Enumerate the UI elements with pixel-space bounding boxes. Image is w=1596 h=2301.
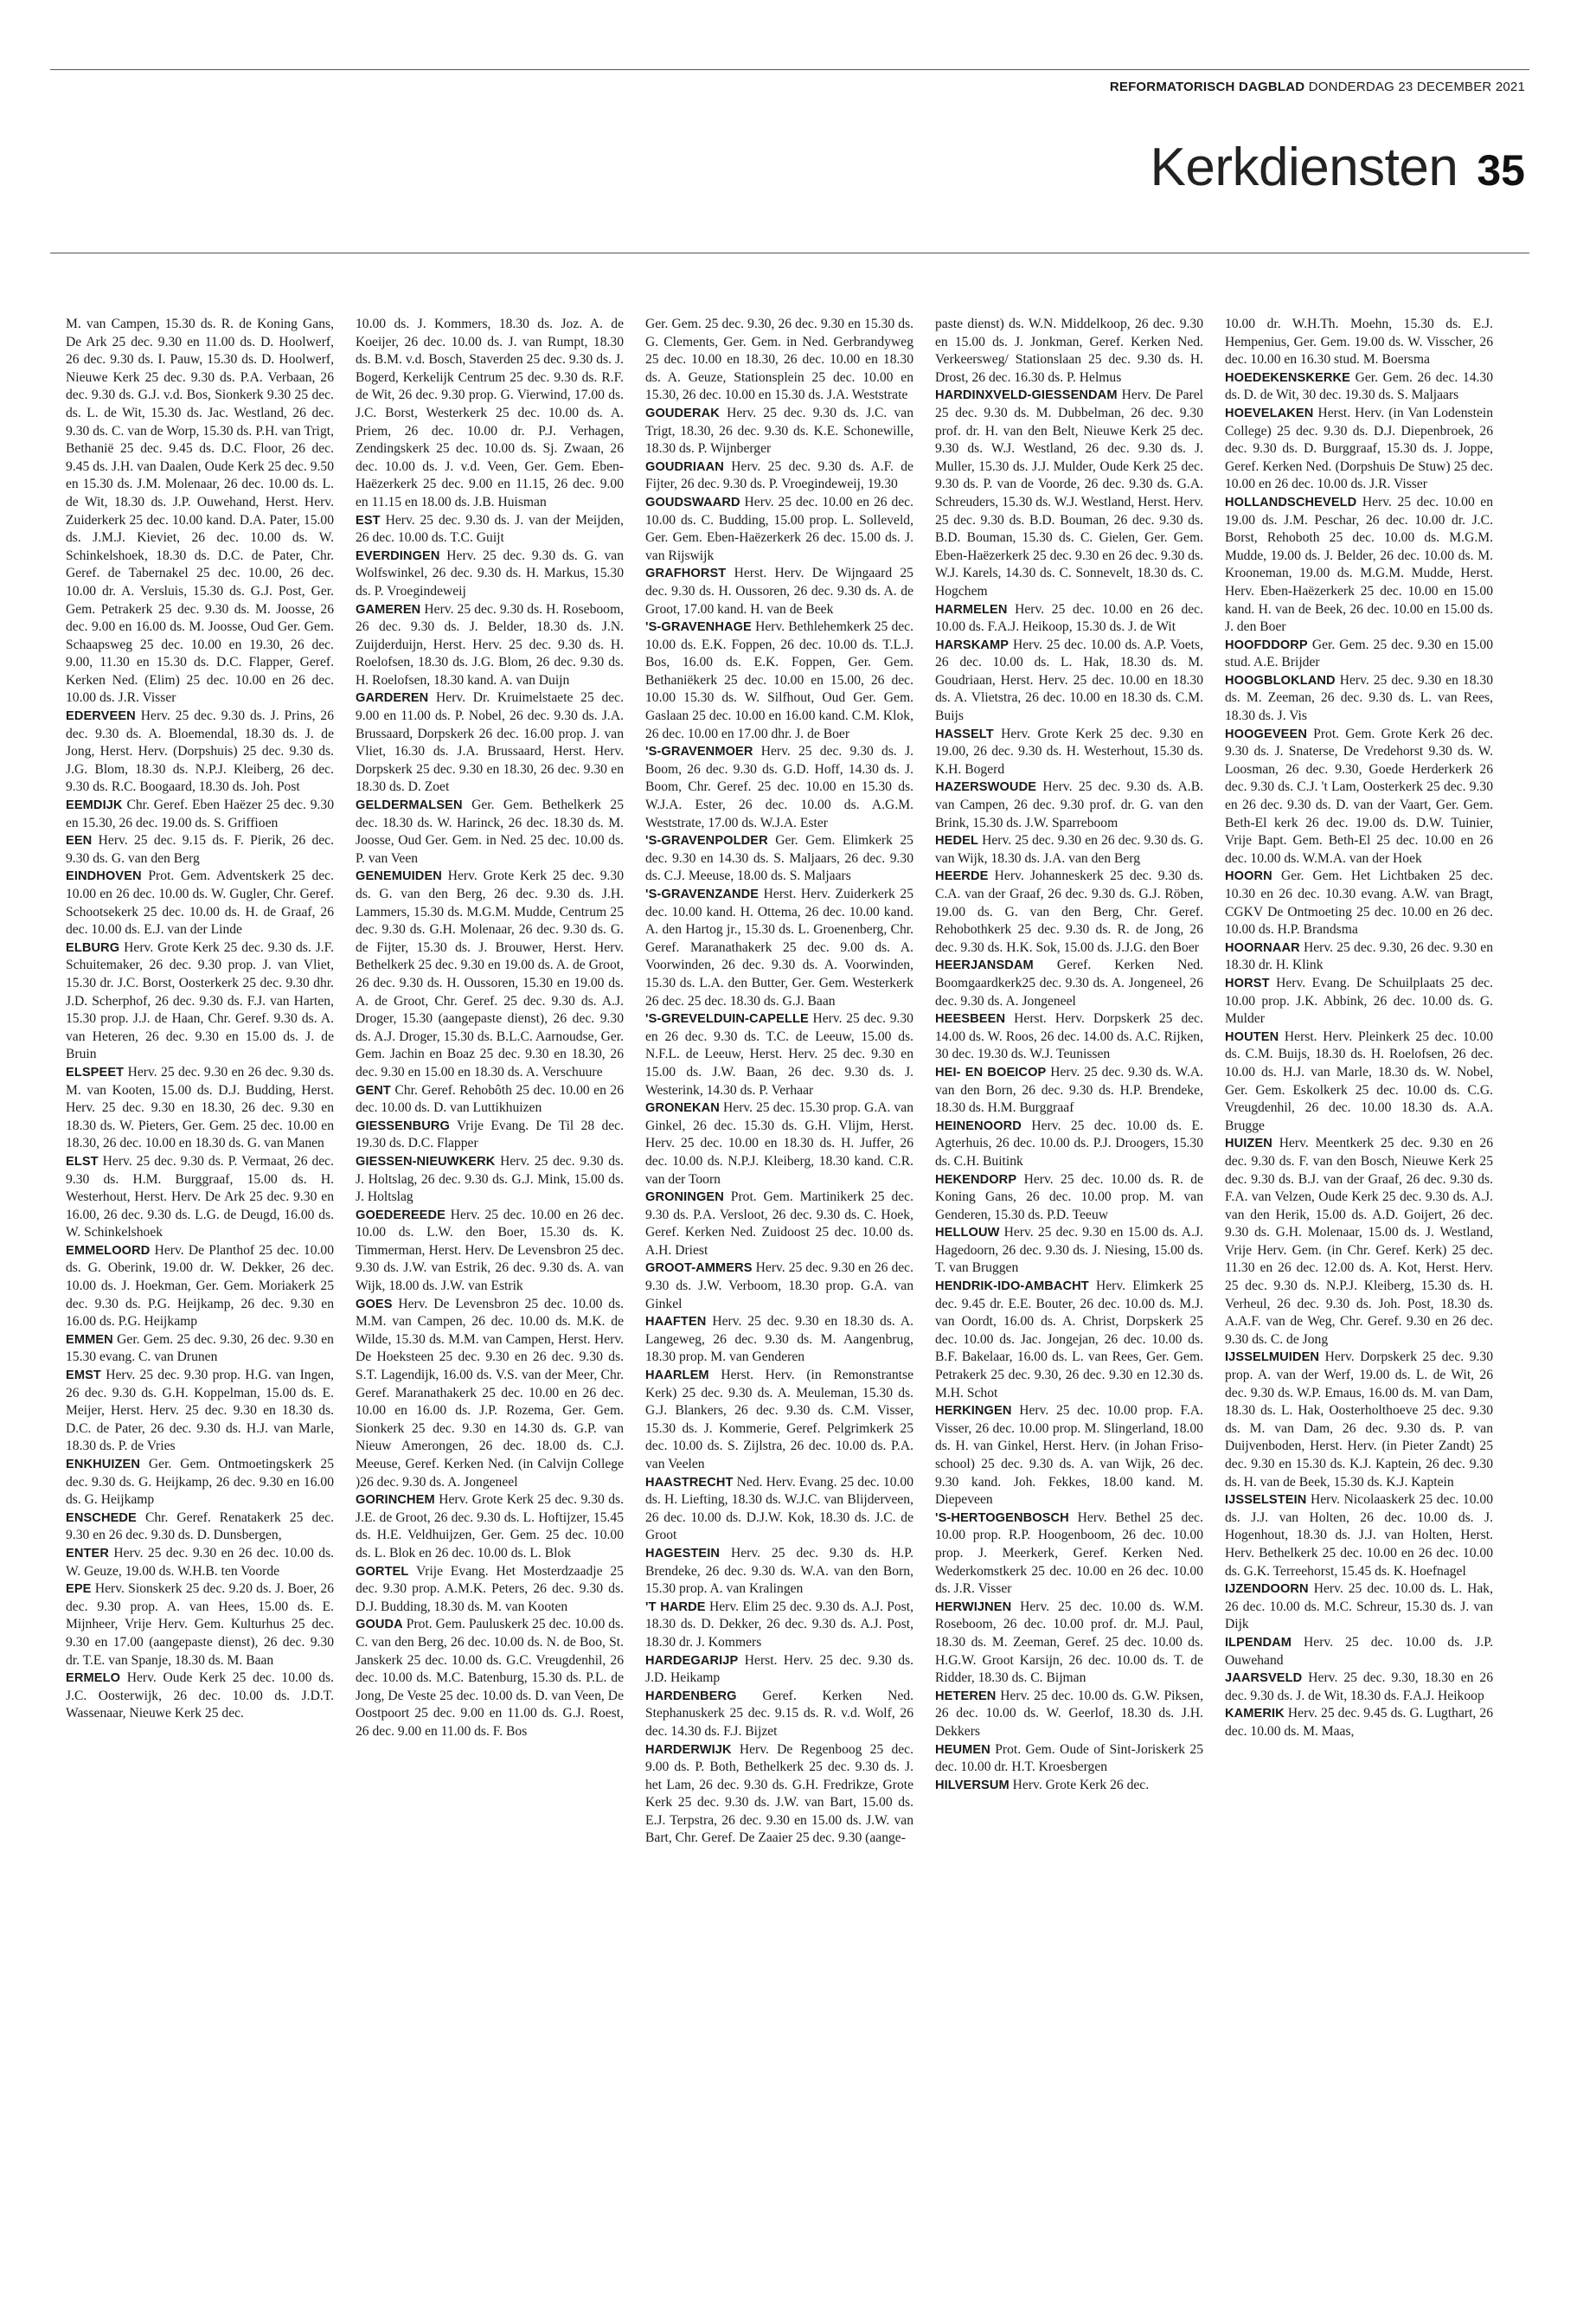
place-name: EEN [66,834,93,849]
church-listing-entry [356,512,624,548]
church-listing-entry [1225,316,1493,369]
service-details: Herv. Bethel 25 dec. 10.00 prop. R.P. Hoogenboom, 26 dec. 10.00 prop. J. Meerkerk, Geref. Kerken Ned. Wederkomstkerk 25 dec. 10.00 en 26 dec. 10.00 ds. J.R. Visser [935,1509,1203,1597]
top-rule [50,69,1529,70]
place-name: EEMDIJK [66,798,123,813]
place-name: HOOFDDORP [1225,638,1308,652]
place-name: 'S-GRAVENHAGE [645,620,752,635]
place-name: 'S-GREVELDUIN-CAPELLE [645,1012,809,1027]
place-name: EMMEN [66,1332,113,1347]
place-name: GOES [356,1297,393,1311]
service-details: Herv. 25 dec. 9.30 en 18.30 ds. A. Langeweg, 26 dec. 9.30 ds. M. Aangenbrug, 18.30 prop. M. van Genderen [645,1314,913,1365]
service-details: Herv. 25 dec. 10.00 ds. A.P. Voets, 26 dec. 10.00 ds. L. Hak, 18.30 ds. M. Goudriaan, Herst. Herv. 25 dec. 10.00 en 18.30 ds. A. Vlietstra, 26 dec. 10.00 en 18.30 ds. C.M. Buijs [935,637,1203,724]
place-name: HEKENDORP [935,1172,1017,1187]
place-name: HOEDEKENSKERKE [1225,370,1350,385]
place-name: HAASTRECHT [645,1475,734,1490]
church-listing-entry [645,1652,913,1688]
church-listing-entry [356,689,624,797]
service-details: Herv. Sionskerk 25 dec. 9.20 ds. J. Boer, 26 dec. 9.30 prop. A. van Hees, 15.00 ds. E. Mijnheer, Vrije Herv. Gem. Kulturhus 25 dec. 9.30 en 17.00 (aangepaste dienst), 26 dec. 9.30 dr. T.E. van Spanje, 18.30 ds. M. Baan [66,1581,334,1668]
church-listing-entry [1225,939,1493,975]
service-details: Herst. Herv. (in Van Lodenstein College) 25 dec. 9.30 ds. D.J. Diepenbroek, 26 dec. 9.30 ds. D. Burggraaf, 15.30 ds. J. Joppe, Geref. Kerken Ned. (Dorpshuis De Stuw) 25 dec. 10.00 en 26 dec. 10.00 ds. J.R. Visser [1225,405,1493,492]
service-details: Ger. Gem. 26 dec. 14.30 ds. D. de Wit, 30 dec. 19.30 ds. S. Maljaars [1225,369,1493,403]
service-details: Ger. Gem. 25 dec. 9.30, 26 dec. 9.30 en 15.30 ds. G. Clements, Ger. Gem. in Ned. Gerbrandyweg 25 dec. 10.00 en 18.30, 26 dec. 10.00 en 18.30 ds. A. Geuze, Stationsplein 25 dec. 10.00 en 15.30, 26 dec. 10.00 en 15.30 ds. J.A. Weststrate [645,317,913,403]
place-name: IJZENDOORN [1225,1582,1309,1597]
church-listing-entry [645,405,913,458]
church-listing-entry [1225,1670,1493,1705]
church-listing-entry [356,601,624,690]
service-details: Herv. Meentkerk 25 dec. 9.30 en 26 dec. 9.30 ds. F. van den Bosch, Nieuwe Kerk 25 dec. 9.30 ds. B.J. van der Graaf, 26 dec. 9.30 ds. F.A. van Velzen, Oude Kerk 25 dec. 9.30 ds. A.J. van den Herik, 15.00 ds. A.D. Goijert, 26 dec. 9.30 ds. G.H. Molenaar, 15.00 ds. J. Westland, Vrije Herv. Gem. (in Chr. Geref. Kerk) 25 dec. 11.30 en 26 dec. 12.00 ds. A. Kot, Herst. Herv. 25 dec. 9.30 ds. N.P.J. Kleiberg, 15.30 ds. H. Verheul, 26 dec. 9.30 ds. Joh. Post, 18.30 ds. A.A.F. van de Weg, Chr. Geref. 9.30 en 26 dec. 9.30 ds. C. de Jong [1225,1136,1493,1347]
issue-date: DONDERDAG 23 DECEMBER 2021 [1308,80,1525,94]
church-listing-entry [935,1064,1203,1118]
service-details: Herv. Elimkerk 25 dec. 9.45 dr. E.E. Bouter, 26 dec. 10.00 ds. M.J. van Oordt, 16.00 ds. A. Christ, Dorpskerk 25 dec. 10.00 ds. Jac. Jongejan, 26 dec. 10.00 ds. B.F. Bakelaar, 16.00 ds. L. van Rees, Ger. Gem. Petrakerk 25 dec. 9.30, 26 dec. 9.30 en 12.30 ds. M.H. Schot [935,1279,1203,1400]
service-details: Herv. 25 dec. 9.30 en 26 dec. 9.30 ds. G. van Wijk, 18.30 ds. J.A. van den Berg [935,833,1203,866]
place-name: HERWIJNEN [935,1599,1012,1614]
church-listing-entry [66,1670,334,1723]
church-listing-entry [935,1777,1203,1795]
church-listing-entry [935,637,1203,726]
place-name: HUIZEN [1225,1137,1272,1151]
service-details: Herv. 25 dec. 9.45 ds. G. Lugthart, 26 dec. 10.00 ds. M. Maas, [1225,1706,1493,1739]
church-listing-entry [1225,637,1493,672]
place-name: 'S-GRAVENPOLDER [645,834,768,849]
church-listing-entry [66,868,334,939]
church-listing-entry [645,619,913,743]
service-details: Herv. De Planthof 25 dec. 10.00 ds. G. Oberink, 19.00 dr. W. Dekker, 26 dec. 10.00 ds. J. Hoekman, Ger. Gem. Moriakerk 25 dec. 9.30 ds. P.G. Heijkamp, 26 dec. 9.30 en 16.00 ds. P.G. Heijkamp [66,1242,334,1330]
church-listing-entry [645,1545,913,1599]
place-name: GENEMUIDEN [356,869,442,884]
service-details: Herst. Herv. De Wijngaard 25 dec. 9.30 ds. H. Oussoren, 26 dec. 9.30 ds. A. de Groot, 17.00 kand. H. van de Beek [645,566,913,617]
service-details: Herv. Grote Kerk 25 dec. 9.30 en 19.00, 26 dec. 9.30 ds. H. Westerhout, 15.30 ds. K.H. Bogerd [935,726,1203,777]
service-details: Herv. Oude Kerk 25 dec. 10.00 ds. J.C. Oosterwijk, 26 dec. 10.00 ds. J.D.T. Wassenaar, Nieuwe Kerk 25 dec. [66,1670,334,1721]
service-details: Herv. De Levensbron 25 dec. 10.00 ds. M.M. van Campen, 26 dec. 10.00 ds. M.K. de Wilde, 15.30 ds. M.M. van Campen, Herst. Herv. De Hoeksteen 25 dec. 9.30 en 26 dec. 9.30 ds. S.T. Lagendijk, 16.00 ds. V.S. van der Meer, Chr. Geref. Maranathakerk 25 dec. 10.00 en 26 dec. 10.00 en 16.00 ds. J.P. Rozema, Ger. Gem. Sionkerk 25 dec. 9.30 en 14.30 ds. G.P. van Nieuw Amerongen, 26 dec. 18.00 ds. C.J. Meeuse, Geref. Kerken Ned. (in Calvijn College )26 dec. 9.30 ds. A. Jongeneel [356,1296,624,1490]
church-listing-entry [1225,1634,1493,1670]
place-name: HOUTEN [1225,1029,1279,1044]
service-details: Ger. Gem. Het Lichtbaken 25 dec. 10.30 en 26 dec. 10.30 evang. A.W. van Bragt, CGKV De Ontmoeting 25 dec. 10.00 en 26 dec. 10.00 ds. H.P. Brandsma [1225,868,1493,938]
service-details: Herv. 25 dec. 9.30 ds. J. Holtslag, 26 dec. 9.30 ds. G.J. Mink, 15.00 ds. J. Holtslag [356,1153,624,1205]
place-name: HELLOUW [935,1226,1000,1240]
church-listing-entry [645,1741,913,1849]
service-details: Ger. Gem. Bethelkerk 25 dec. 18.30 ds. W. Harinck, 26 dec. 18.30 ds. M. Joosse, Oud Ger. Gem. in Ned. 25 dec. 10.00 ds. P. van Veen [356,798,624,866]
service-details: Herst. Herv. 25 dec. 9.30 ds. J.D. Heikamp [645,1652,913,1686]
place-name: EMST [66,1368,101,1383]
service-details: Herv. 25 dec. 9.30 ds. H.P. Brendeke, 26 dec. 9.30 ds. W.A. van den Born, 15.30 prop. A. van Kralingen [645,1545,913,1597]
place-name: GOUDERAK [645,406,720,420]
church-listing-entry [66,316,334,708]
service-details: Herv. Dorpskerk 25 dec. 9.30 prop. A. van der Werf, 19.00 ds. L. de Wit, 26 dec. 9.30 ds. W.P. Emaus, 16.00 ds. M. van Dam, 18.30 ds. L. Hak, Oosterholthoeve 25 dec. 9.30 ds. M. van Dam, 26 dec. 9.30 ds. P. van Duijvenboden, Herst. Herv. (in Pieter Zandt) 25 dec. 9.30 en 15.30 ds. K.J. Kaptein, 26 dec. 9.30 ds. H. van de Beek, 15.30 ds. K.J. Kaptein [1225,1349,1493,1490]
church-listing-entry [1225,1029,1493,1136]
service-details: Herv. 25 dec. 10.00 en 26 dec. 10.00 ds. C. Budding, 15.00 prop. L. Solleveld, Ger. Gem. Eben-Haëzerkerk 26 dec. 15.00 ds. J. van Rijswijk [645,494,913,563]
church-listing-entry [66,1509,334,1545]
church-listing-entry [935,1402,1203,1509]
church-listing-entry [935,601,1203,637]
church-listing-entry [1225,369,1493,405]
listing-column-3 [645,316,913,2262]
service-details: Ger. Gem. 25 dec. 9.30 en 15.00 stud. A.E. Brijder [1225,637,1493,670]
church-listing-entry [1225,1349,1493,1491]
church-listing-entry [356,316,624,512]
church-listing-entry [935,1224,1203,1278]
church-listing-entry [356,1207,624,1296]
place-name: ILPENDAM [1225,1635,1292,1650]
church-listing-entry [1225,868,1493,939]
masthead [1110,80,1525,94]
paper-name: REFORMATORISCH DAGBLAD [1109,80,1305,94]
service-details: Herv. Evang. De Schuilplaats 25 dec. 10.00 prop. J.K. Abbink, 26 dec. 10.00 ds. G. Mulder [1225,975,1493,1027]
service-details: Herv. 25 dec. 9.15 ds. F. Pierik, 26 dec. 9.30 ds. G. van den Berg [66,833,334,866]
service-details: Herv. 25 dec. 9.30 ds. A.B. van Campen, 26 dec. 9.30 prof. dr. G. van den Brink, 15.30 ds. J.W. Sparreboom [935,779,1203,830]
service-details: Herv. Grote Kerk 25 dec. 9.30 ds. J.E. de Groot, 26 dec. 9.30 ds. L. Hoftijzer, 15.45 ds. H.E. Veldhuijzen, Ger. Gem. 25 dec. 10.00 ds. L. Blok en 26 dec. 10.00 ds. L. Blok [356,1492,624,1561]
service-details: Herv. 25 dec. 9.30 ds. J.C. van Trigt, 18.30, 26 dec. 9.30 ds. K.E. Schonewille, 18.30 ds. P. Wijnberger [645,405,913,457]
church-listing-entry [935,316,1203,387]
place-name: JAARSVELD [1225,1671,1303,1686]
service-details: Herv. 25 dec. 9.30 ds. J. Prins, 26 dec. 9.30 ds. A. Bloemendal, 18.30 ds. J. de Jong, Herst. Herv. (Dorpshuis) 25 dec. 9.30 ds. J.G. Blom, 18.30 ds. N.P.J. Kleiberg, 26 dec. 9.30 ds. R.C. Boogaard, 18.30 ds. Joh. Post [66,708,334,795]
section-title: Kerkdiensten [1150,138,1458,197]
service-details: Herst. Herv. Dorpskerk 25 dec. 14.00 ds. W. Roos, 26 dec. 14.00 ds. A.C. Rijken, 30 dec. 19.30 ds. W.J. Teunissen [935,1011,1203,1062]
service-details: Herst. Herv. Zuiderkerk 25 dec. 10.00 kand. H. Ottema, 26 dec. 10.00 kand. A. den Hartog jr., 15.30 ds. L. Groenenberg, Chr. Geref. Maranathakerk 25 dec. 9.00 ds. A. Voorwinden, 26 dec. 9.30 ds. A. Voorwinden, 15.30 ds. L.A. den Butter, Ger. Gem. Westerkerk 26 dec. 25 dec. 18.30 ds. G.J. Baan [645,887,913,1009]
service-details: Herv. De Regenboog 25 dec. 9.00 ds. P. Both, Bethelkerk 25 dec. 9.30 ds. J. het Lam, 26 dec. 9.30 ds. G.H. Fredrikze, Grote Kerk 25 dec. 9.30 ds. J.W. van Bart, 15.00 ds. E.J. Terpstra, 26 dec. 9.30 en 15.00 ds. J.W. van Bart, Chr. Geref. De Zaaier 25 dec. 9.30 (aange- [645,1741,913,1846]
church-listing-entry [66,1456,334,1509]
church-listing-entry [1225,1705,1493,1740]
service-details: Herv. 25 dec. 10.00 ds. W.M. Roseboom, 26 dec. 10.00 prof. dr. M.J. Paul, 18.30 ds. M. Zeeman, Geref. 25 dec. 10.00 ds. H.G.W. Groot Karsijn, 26 dec. 10.00 ds. T. de Ridder, 18.30 ds. C. Bijman [935,1599,1203,1686]
church-listing-entry [645,316,913,405]
place-name: HETEREN [935,1689,997,1703]
service-details: Herv. 25 dec. 15.30 prop. G.A. van Ginkel, 26 dec. 15.30 ds. G.H. Vlijm, Herst. Herv. 25 dec. 10.00 en 18.30 ds. H. Juffer, 26 dec. 10.00 ds. N.P.J. Kleiberg, 18.30 kand. C.R. van der Toorn [645,1100,913,1187]
place-name: 'S-GRAVENMOER [645,745,753,760]
place-name: EVERDINGEN [356,548,440,563]
place-name: EDERVEEN [66,709,136,724]
service-details: Herv. 25 dec. 9.30 ds. P. Vermaat, 26 dec. 9.30 ds. H.M. Burggraaf, 15.00 ds. H. Westerhout, Herst. Herv. De Ark 25 dec. 9.30 en 16.00, 26 dec. 9.30 ds. L.G. de Deugd, 16.00 ds. W. Schinkelshoek [66,1153,334,1240]
place-name: HEESBEEN [935,1012,1006,1027]
place-name: HARDERWIJK [645,1742,732,1757]
church-listing-entry [645,1474,913,1545]
service-details: Vrije Evang. De Til 28 dec. 19.30 ds. D.C. Flapper [356,1118,624,1151]
service-details: Herv. 25 dec. 10.00 ds. G.W. Piksen, 26 dec. 10.00 ds. W. Geerlof, 18.30 ds. J.H. Dekkers [935,1688,1203,1739]
listing-column-1 [66,316,334,2262]
place-name: HARDEGARIJP [645,1653,739,1668]
church-listing-entry [645,494,913,565]
church-listing-entry [66,939,334,1064]
place-name: HOOGEVEEN [1225,727,1307,741]
service-details: Herv. 25 dec. 9.30 en 26 dec. 9.30 ds. M. van Kooten, 15.00 ds. D.J. Budding, Herst. Herv. 25 dec. 9.30 en 18.30, 26 dec. 9.30 en 18.30 ds. W. Pieters, Ger. Gem. 25 dec. 10.00 en 18.30, 26 dec. 10.00 en 18.30 ds. G. van Manen [66,1064,334,1151]
service-details: Herv. Nicolaaskerk 25 dec. 10.00 ds. J.J. van Holten, 26 dec. 10.00 ds. J. Hogenhout, 18.30 ds. J.J. van Holten, Herst. Herv. Bethelkerk 25 dec. 10.00 en 26 dec. 10.00 ds. G.K. Terreehorst, 15.45 ds. K. Hoefnagel [1225,1492,1493,1579]
church-listing-entry [935,868,1203,957]
church-listing-entry [645,1010,913,1099]
service-details: Ned. Herv. Evang. 25 dec. 10.00 ds. H. Liefting, 18.30 ds. W.J.C. van Blijderveen, 26 dec. 10.00 ds. D.J.W. Kok, 18.30 ds. J.C. de Groot [645,1474,913,1543]
service-details: Herv. 25 dec. 10.00 ds. J.P. Ouwehand [1225,1634,1493,1668]
church-listing-entry [356,797,624,868]
church-listing-entry [935,832,1203,868]
section-heading [1150,137,1525,198]
service-details: Herv. 25 dec. 10.00 en 26 dec. 10.00 ds. F.A.J. Heikoop, 15.30 ds. J. de Wit [935,601,1203,635]
place-name: HERKINGEN [935,1404,1012,1419]
church-listing-entry [645,1688,913,1741]
place-name: GRONEKAN [645,1101,720,1116]
church-listing-entry [935,779,1203,832]
service-details: Herv. 25 dec. 10.00 ds. R. de Koning Gans, 26 dec. 10.00 prop. M. van Genderen, 15.30 ds. P.D. Teeuw [935,1171,1203,1222]
church-listing-entry [66,1153,334,1242]
service-details: Herv. Elim 25 dec. 9.30 ds. A.J. Post, 18.30 ds. D. Dekker, 26 dec. 9.30 ds. A.J. Post, 18.30 dr. J. Kommers [645,1599,913,1650]
church-listing-entry [935,387,1203,600]
service-details: Vrije Evang. Het Mosterdzaadje 25 dec. 9.30 prop. A.M.K. Peters, 26 dec. 9.30 ds. D.J. Budding, 18.30 ds. M. van Kooten [356,1563,624,1614]
place-name: GARDEREN [356,691,429,706]
church-listing-entry [1225,405,1493,494]
service-details: Herv. 25 dec. 10.00 en 19.00 ds. J.M. Peschar, 26 dec. 10.00 dr. J.C. Borst, Rehoboth 25 dec. 10.00 ds. M.G.M. Mudde, 19.00 ds. J. Belder, 26 dec. 10.00 ds. M. Krooneman, 19.00 ds. M.G.M. Mudde, Herst. Herv. Eben-Haëzerkerk 25 dec. 10.00 en 15.00 kand. H. van de Beek, 26 dec. 10.00 en 15.00 ds. J. den Boer [1225,494,1493,635]
place-name: ERMELO [66,1671,121,1686]
place-name: ENSCHEDE [66,1510,137,1525]
place-name: HAGESTEIN [645,1546,721,1561]
place-name: HARDENBERG [645,1689,737,1703]
church-listing-entry [935,1688,1203,1741]
place-name: HEERDE [935,869,989,884]
service-details: Herv. 25 dec. 9.30 en 26 dec. 10.00 ds. W. Geuze, 19.00 ds. W.H.B. ten Voorde [66,1545,334,1579]
place-name: GOUDRIAAN [645,459,724,474]
place-name: GRAFHORST [645,567,727,581]
service-details: Herv. De Parel 25 dec. 9.30 ds. M. Dubbelman, 26 dec. 9.30 prof. dr. H. van den Belt, Nieuwe Kerk 25 dec. 9.30 ds. W.J. Westland, 26 dec. 9.30 ds. J. Muller, 15.30 ds. J.J. Mulder, Oude Kerk 25 dec. 9.30 ds. P. van de Voorde, 26 dec. 9.30 ds. G.A. Schreuders, 15.30 ds. W.J. Westland, Herst. Herv. 25 dec. 9.30 ds. B.D. Bouman, 26 dec. 9.30 ds. B.D. Bouman, 15.30 ds. C. Gielen, Ger. Gem. Eben-Haëzerkerk 25 dec. 9.30 en 26 dec. 9.30 ds. W.J. Karels, 14.30 ds. C. Sonnevelt, 18.30 ds. C. Hogchem [935,388,1203,599]
service-details: Chr. Geref. Renatakerk 25 dec. 9.30 en 26 dec. 9.30 ds. D. Dunsbergen, [66,1509,334,1543]
service-details: Herst. Herv. Pleinkerk 25 dec. 10.00 ds. C.M. Buijs, 18.30 ds. H. Roelofsen, 26 dec. 10.00 ds. H.J. van Marle, 18.30 ds. W. Nobel, Ger. Gem. Eskolkerk 25 dec. 10.00 ds. C.G. Vreugdenhil, 26 dec. 10.00 18.30 ds. A.A. Brugge [1225,1029,1493,1133]
place-name: HOEVELAKEN [1225,406,1314,420]
service-details: Herv. Grote Kerk 25 dec. 9.30 ds. J.F. Schuitemaker, 26 dec. 9.30 prop. J. van Vliet, 15.30 dr. J.C. Borst, Oosterkerk 25 dec. 9.30 dhr. J.D. Scherphof, 26 dec. 9.30 ds. F.J. van Harten, 15.30 prop. J.J. de Haan, Chr. Geref. 9.30 ds. A. van Heteren, 26 dec. 9.30 en 15.00 ds. J. de Bruin [66,939,334,1062]
church-listing-entry [66,1367,334,1456]
church-listing-entry [356,1082,624,1118]
place-name: ELSPEET [66,1065,125,1080]
service-details: Herv. 25 dec. 9.30 ds. J. van der Meijden, 26 dec. 10.00 ds. T.C. Guijt [356,512,624,546]
place-name: GELDERMALSEN [356,798,463,813]
place-name: HEUMEN [935,1742,990,1757]
service-details: Ger. Gem. Elimkerk 25 dec. 9.30 en 14.30 ds. S. Maljaars, 26 dec. 9.30 ds. C.J. Meeuse, 18.00 ds. S. Maljaars [645,833,913,884]
church-listing-entry [356,1118,624,1153]
place-name: GIESSENBURG [356,1118,450,1133]
service-details: Herv. Grote Kerk 26 dec. [1012,1777,1150,1792]
service-details: Herv. 25 dec. 10.00 prop. F.A. Visser, 26 dec. 10.00 prop. M. Slingerland, 18.00 ds. H. van Ginkel, Herst. Herv. (in Johan Friso-school) 25 dec. 9.30 ds. A. van Wijk, 26 dec. 9.30 kand. Joh. Fekkes, 18.00 kand. M. Diepeveen [935,1403,1203,1508]
place-name: GAMEREN [356,602,421,617]
place-name: HAAFTEN [645,1315,707,1330]
place-name: HARDINXVELD-GIESSENDAM [935,388,1118,403]
service-details: Prot. Gem. Adventskerk 25 dec. 10.00 en 26 dec. 10.00 ds. W. Gugler, Chr. Geref. Schootsekerk 25 dec. 10.00 ds. H. de Graaf, 26 dec. 10.00 ds. E.J. van der Linde [66,868,334,938]
service-details: Herv. 25 dec. 10.00 ds. L. Hak, 26 dec. 10.00 ds. M.C. Schreur, 15.30 ds. J. van Dijk [1225,1581,1493,1632]
service-details: Geref. Kerken Ned. Stephanuskerk 25 dec. 9.15 ds. R. v.d. Wolf, 26 dec. 14.30 ds. F.J. Bijzet [645,1688,913,1739]
church-listing-entry [645,1099,913,1189]
service-details: Ger. Gem. Ontmoetingskerk 25 dec. 9.30 ds. G. Heijkamp, 26 dec. 9.30 en 16.00 ds. G. Heijkamp [66,1457,334,1508]
place-name: IJSSELSTEIN [1225,1493,1307,1508]
church-listing-entry [66,1331,334,1367]
church-listing-entry [935,1509,1203,1599]
place-name: HENDRIK-IDO-AMBACHT [935,1279,1089,1294]
service-details: Prot. Gem. Oude of Sint-Joriskerk 25 dec. 10.00 dr. H.T. Kroesbergen [935,1741,1203,1775]
place-name: 'S-GRAVENZANDE [645,888,760,901]
church-listing-entry [66,1242,334,1331]
service-details: Herv. 25 dec. 9.30 en 26 dec. 9.30 ds. J.W. Verboom, 18.30 prop. G.A. van Ginkel [645,1260,913,1311]
place-name: GOUDA [356,1618,403,1632]
church-listing-entry [356,1616,624,1740]
service-details: 10.00 ds. J. Kommers, 18.30 ds. Joz. A. de Koeijer, 26 dec. 10.00 ds. J. van Rumpt, 18.30 ds. B.M. v.d. Bosch, Staverden 25 dec. 9.30 ds. J. Bogerd, Kerkelijk Centrum 25 dec. 9.30 ds. R.F. de Wit, 26 dec. 9.30 prop. G. Vierwind, 17.00 ds. J.C. Borst, Westerkerk 25 dec. 10.00 ds. A. Priem, 26 dec. 10.00 dr. P.J. Verhagen, Zendingskerk 25 dec. 10.00 ds. Sj. Zwaan, 26 dec. 10.00 ds. J. v.d. Veen, Ger. Gem. Eben-Haëzerkerk 25 dec. 9.00 en 11.15, 26 dec. 9.00 en 11.15 en 18.00 ds. J.B. Huisman [356,317,624,510]
service-details: Herv. 25 dec. 9.30 ds. J. Boom, 26 dec. 9.30 ds. G.D. Hoff, 14.30 ds. J. Boom, Chr. Geref. 25 dec. 10.00 en 15.30 ds. W.J.A. Ester, 26 dec. 10.00 ds. A.G.M. Weststrate, 17.00 ds. W.J.A. Ester [645,744,913,830]
place-name: GOEDEREEDE [356,1208,445,1222]
service-details: Herv. 25 dec. 9.30 ds. A.F. de Fijter, 26 dec. 9.30 ds. P. Vroegindeweij, 19.30 [645,458,913,492]
place-name: HAZERSWOUDE [935,780,1037,795]
church-listing-entry [1225,975,1493,1029]
church-listing-entry [66,1580,334,1670]
church-listing-entry [1225,1135,1493,1349]
place-name: HOOGBLOKLAND [1225,673,1336,688]
place-name: GORTEL [356,1564,409,1579]
place-name: GOUDSWAARD [645,495,740,510]
service-details: Herv. 25 dec. 10.00 ds. E. Agterhuis, 26 dec. 10.00 ds. P.J. Droogers, 15.30 ds. C.H. Buitink [935,1118,1203,1169]
page-number: 35 [1477,146,1525,195]
church-listing-entry [1225,1580,1493,1634]
service-details: Herv. 25 dec. 9.30 en 15.00 ds. A.J. Hagedoorn, 26 dec. 9.30 ds. J. Niesing, 15.00 ds. T. van Bruggen [935,1225,1203,1276]
service-details: 10.00 dr. W.H.Th. Moehn, 15.30 ds. E.J. Hempenius, Ger. Gem. 19.00 ds. W. Visscher, 26 dec. 10.00 en 16.30 stud. M. Boersma [1225,317,1493,368]
church-listing-entry [935,1599,1203,1688]
service-details: Herv. 25 dec. 9.30, 26 dec. 9.30 en 18.30 dr. H. Klink [1225,939,1493,973]
service-details: Herst. Herv. (in Remonstrantse Kerk) 25 dec. 9.30 ds. A. Meuleman, 15.30 ds. G.J. Blankers, 26 dec. 9.30 ds. C.M. Visser, 15.30 ds. J. Kommerie, Geref. Pelgrimkerk 25 dec. 10.00 ds. S. Zijlstra, 26 dec. 10.00 ds. P.A. van Veelen [645,1368,913,1471]
church-listing-entry [645,743,913,832]
service-details: Herv. Johanneskerk 25 dec. 9.30 ds. C.A. van der Graaf, 26 dec. 9.30 ds. G.J. Röben, 19.00 ds. G. van den Berg, Chr. Geref. Rehobothkerk 25 dec. 9.30 ds. R. de Jong, 26 dec. 9.30 ds. H.K. Sok, 15.00 ds. J.J.G. den Boer [935,868,1203,955]
place-name: GENT [356,1083,391,1098]
service-details: Herv. 25 dec. 9.30 prop. H.G. van Ingen, 26 dec. 9.30 ds. G.H. Koppelman, 15.00 ds. E. Meijer, Herst. Herv. 25 dec. 9.30 en 18.30 ds. D.C. de Pater, 26 dec. 9.30 ds. H.J. van Marle, 18.30 ds. P. de Vries [66,1368,334,1454]
listing-column-2 [356,316,624,2262]
service-details: Herv. 25 dec. 9.30 ds. H. Roseboom, 26 dec. 9.30 ds. J. Belder, 18.30 ds. J.N. Zuijderduijn, Herst. Herv. 25 dec. 9.30 ds. H. Roelofsen, 18.30 ds. J.G. Blom, 26 dec. 9.30 ds. H. Roelofsen, 18.30 kand. A. van Duijn [356,601,624,688]
place-name: HARSKAMP [935,638,1010,652]
service-details: Ger. Gem. 25 dec. 9.30, 26 dec. 9.30 en 15.30 evang. C. van Drunen [66,1331,334,1365]
service-details: Geref. Kerken Ned. Boomgaardkerk25 dec. 9.30 ds. A. Jongeneel, 26 dec. 9.30 ds. A. Jongeneel [935,958,1203,1009]
church-listing-entry [935,1171,1203,1225]
church-listing-entry [356,1153,624,1207]
place-name: GROOT-AMMERS [645,1261,753,1276]
place-name: IJSSELMUIDEN [1225,1350,1320,1365]
place-name: ENTER [66,1546,109,1561]
place-name: HOLLANDSCHEVELD [1225,495,1357,510]
service-details: Herv. Bethlehemkerk 25 dec. 10.00 ds. E.K. Foppen, 26 dec. 10.00 ds. T.L.J. Bos, 16.00 ds. E.K. Foppen, Ger. Gem. Bethaniёkerk 25 dec. 10.00 en 15.00, 26 dec. 10.00 15.30 ds. W. Silfhout, Oud Ger. Gem. Gaslaan 25 dec. 10.00 en 16.00 kand. C.M. Klok, 26 dec. 10.00 en 17.00 dhr. J. de Boer [645,619,913,741]
place-name: GORINCHEM [356,1493,435,1508]
church-listing-entry [66,832,334,868]
place-name: HEI- EN BOEICOP [935,1065,1047,1080]
place-name: GIESSEN-NIEUWKERK [356,1154,496,1169]
church-listing-entry [935,1010,1203,1064]
church-listing-entry [356,1563,624,1617]
place-name: ENKHUIZEN [66,1458,141,1471]
church-listing-entry [66,1064,334,1153]
church-listing-entry [66,708,334,797]
church-listing-entry [645,458,913,494]
church-listing-entry [645,565,913,619]
place-name: HILVERSUM [935,1778,1010,1792]
service-details: paste dienst) ds. W.N. Middelkoop, 26 dec. 9.30 en 15.00 ds. J. Jonkman, Geref. Kerken Ned. Verkeersweg/ Stationslaan 25 dec. 9.30 ds. H. Drost, 26 dec. 16.30 ds. P. Helmus [935,317,1203,385]
service-details: Herv. 25 dec. 9.30 ds. W.A. van den Born, 26 dec. 9.30 ds. H.P. Brendeke, 18.30 ds. H.M. Burggraaf [935,1064,1203,1116]
service-details: Herv. 25 dec. 9.30 en 26 dec. 9.30 ds. T.C. de Leeuw, 15.00 ds. N.F.L. de Leeuw, Herst. Herv. 25 dec. 9.30 en 15.00 ds. J.W. Baan, 26 dec. 9.30 ds. J. Westerink, 14.30 ds. P. Verhaar [645,1011,913,1098]
service-details: Chr. Geref. Eben Haëzer 25 dec. 9.30 en 15.30, 26 dec. 19.00 ds. S. Griffioen [66,798,334,830]
church-listing-entry [645,886,913,1010]
service-details: Prot. Gem. Pauluskerk 25 dec. 10.00 ds. C. van den Berg, 26 dec. 10.00 ds. N. de Boo, St. Janskerk 25 dec. 10.00 ds. G.C. Vreugdenhil, 26 dec. 10.00 ds. M.C. Batenburg, 15.30 ds. P.L. de Jong, De Veste 25 dec. 10.00 ds. D. van Veen, De Oostpoort 25 dec. 9.00 en 11.00 ds. G.J. Roest, 26 dec. 9.00 en 11.00 ds. F. Bos [356,1617,624,1739]
place-name: 'T HARDE [645,1599,706,1614]
church-listing-entry [645,1367,913,1474]
place-name: EPE [66,1582,92,1597]
place-name: HOORNAAR [1225,940,1300,955]
church-listing-entry [356,868,624,1081]
listing-column-4 [935,316,1203,2262]
place-name: 'S-HERTOGENBOSCH [935,1510,1069,1525]
place-name: EINDHOVEN [66,869,142,884]
place-name: HEINENOORD [935,1118,1022,1133]
listing-column-5 [1225,316,1493,2262]
service-details: Prot. Gem. Grote Kerk 26 dec. 9.30 ds. J. Snaterse, De Vredehorst 9.30 ds. W. Loosman, 26 dec. 9.30, Goede Herderkerk 26 dec. 9.30 ds. C.J. 't Lam, Oosterkerk 25 dec. 9.30 en 26 dec. 9.30 ds. D. van der Vaart, Ger. Gem. Beth-El kerk 26 dec. 19.00 ds. D.W. Tuinier, Vrije Bapt. Gem. Beth-El 25 dec. 10.00 en 26 dec. 10.00 ds. W.M.A. van der Hoek [1225,726,1493,866]
church-listing-entry [935,1278,1203,1402]
service-details: Herv. 25 dec. 9.30 ds. G. van Wolfswinkel, 26 dec. 9.30 ds. H. Markus, 15.30 ds. P. Vroegindeweij [356,548,624,599]
service-details: Herv. 25 dec. 10.00 en 26 dec. 10.00 ds. L.W. den Boer, 15.30 ds. K. Timmerman, Herst. Herv. De Levensbron 25 dec. 9.30 ds. J.W. van Estrik, 26 dec. 9.30 ds. A. van Wijk, 18.00 ds. J.W. van Estrik [356,1207,624,1294]
service-details: Herv. 25 dec. 9.30, 18.30 en 26 dec. 9.30 ds. J. de Wit, 18.30 ds. F.A.J. Heikoop [1225,1670,1493,1703]
service-details: M. van Campen, 15.30 ds. R. de Koning Gans, De Ark 25 dec. 9.30 en 11.00 ds. D. Hoolwerf, 26 dec. 9.30 ds. I. Pauw, 15.30 ds. D. Hoolwerf, Nieuwe Kerk 25 dec. 9.30 ds. P.A. Verbaan, 26 dec. 9.30 ds. G.J. v.d. Bos, Sionkerk 9.30 25 dec. ds. L. de Wit, 15.30 ds. Jac. Westland, 26 dec. 9.30 ds. C. van de Worp, 15.30 ds. P.H. van Trigt, Bethaniё 25 dec. 9.45 ds. D.C. Floor, 26 dec. 9.45 ds. J.H. van Daalen, Oude Kerk 25 dec. 9.50 en 15.30 ds. J.M. Molenaar, 26 dec. 10.00 ds. L. de Wit, 18.30 ds. J.P. Ouwehand, Herst. Herv. Zuiderkerk 25 dec. 10.00 kand. D.A. Pater, 15.00 ds. J.M.J. Kieviet, 26 dec. 10.00 ds. W. Schinkelshoek, 18.30 ds. D.C. de Pater, Chr. Geref. de Tabernakel 25 dec. 10.00, 26 dec. 10.00 dr. A. Versluis, 15.30 ds. G.J. Post, Ger. Gem. Petrakerk 25 dec. 9.30 ds. M. Joosse, 26 dec. 9.00 en 16.00 ds. M. Joosse, Oud Ger. Gem. Schaapsweg 25 dec. 10.00 en 19.30, 26 dec. 9.00, 11.30 en 15.30 ds. D.C. Flapper, Geref. Kerken Ned. (Elim) 25 dec. 10.00 en 26 dec. 10.00 ds. J.R. Visser [66,317,334,706]
service-details: Herv. Dr. Kruimelstaete 25 dec. 9.00 en 11.00 ds. P. Nobel, 26 dec. 9.30 ds. J.A. Brussaard, Dorpskerk 26 dec. 16.00 prop. J. van Vliet, 16.30 ds. J.A. Brussaard, Herst. Herv. Dorpskerk 25 dec. 9.30 en 18.30, 26 dec. 9.30 en 18.30 ds. D. Zoet [356,690,624,795]
place-name: HASSELT [935,727,994,741]
church-listing-entry [1225,1491,1493,1580]
church-listing-entry [645,1599,913,1652]
listing-columns [66,316,1493,2262]
church-listing-entry [935,1118,1203,1171]
place-name: KAMERIK [1225,1707,1285,1721]
place-name: HOORN [1225,869,1272,884]
church-listing-entry [935,726,1203,779]
church-listing-entry [645,1189,913,1259]
church-listing-entry [66,1545,334,1580]
place-name: HARMELEN [935,602,1008,617]
service-details: Prot. Gem. Martinikerk 25 dec. 9.30 ds. P.A. Versloot, 26 dec. 9.30 ds. C. Hoek, Geref. Kerken Ned. Zuidoost 25 dec. 10.00 ds. A.H. Driest [645,1189,913,1258]
service-details: Herv. 25 dec. 9.30 en 18.30 ds. M. Zeeman, 26 dec. 9.30 ds. L. van Rees, 18.30 ds. J. Vis [1225,672,1493,724]
service-details: Chr. Geref. Rehobôth 25 dec. 10.00 en 26 dec. 10.00 ds. D. van Luttikhuizen [356,1082,624,1116]
church-listing-entry [356,548,624,601]
place-name: HEERJANSDAM [935,958,1034,973]
church-listing-entry [66,797,334,832]
place-name: GRONINGEN [645,1190,724,1205]
place-name: HEDEL [935,834,978,849]
church-listing-entry [645,1313,913,1367]
church-listing-entry [935,957,1203,1010]
church-listing-entry [1225,726,1493,868]
service-details: Herv. Grote Kerk 25 dec. 9.30 ds. G. van den Berg, 26 dec. 9.30 ds. J.H. Lammers, 15.30 ds. M.G.M. Mudde, Centrum 25 dec. 9.30 ds. G.H. Molenaar, 26 dec. 9.30 ds. G. de Fijter, 15.30 ds. J. Brouwer, Herst. Herv. Bethelkerk 25 dec. 9.30 en 19.00 ds. A. de Groot, 26 dec. 9.30 ds. H. Oussoren, 15.30 en 19.00 ds. A. de Groot, Chr. Geref. 25 dec. 9.30 ds. A.J. Droger, 15.30 (aangepaste dienst), 26 dec. 9.30 ds. A.J. Droger, 15.30 ds. B.L.C. Aarnoudse, Ger. Gem. Jachin en Boaz 25 dec. 9.30 en 18.30, 26 dec. 9.30 en 15.00 en 18.30 ds. A. Verschuure [356,868,624,1080]
church-listing-entry [645,1259,913,1313]
church-listing-entry [1225,672,1493,726]
church-listing-entry [356,1491,624,1562]
place-name: EMMELOORD [66,1243,151,1258]
church-listing-entry [935,1741,1203,1777]
church-listing-entry [1225,494,1493,637]
place-name: HORST [1225,976,1270,990]
church-listing-entry [645,832,913,886]
place-name: EST [356,513,381,528]
place-name: HAARLEM [645,1368,709,1383]
place-name: ELST [66,1154,99,1169]
church-listing-entry [356,1296,624,1492]
place-name: ELBURG [66,940,120,955]
